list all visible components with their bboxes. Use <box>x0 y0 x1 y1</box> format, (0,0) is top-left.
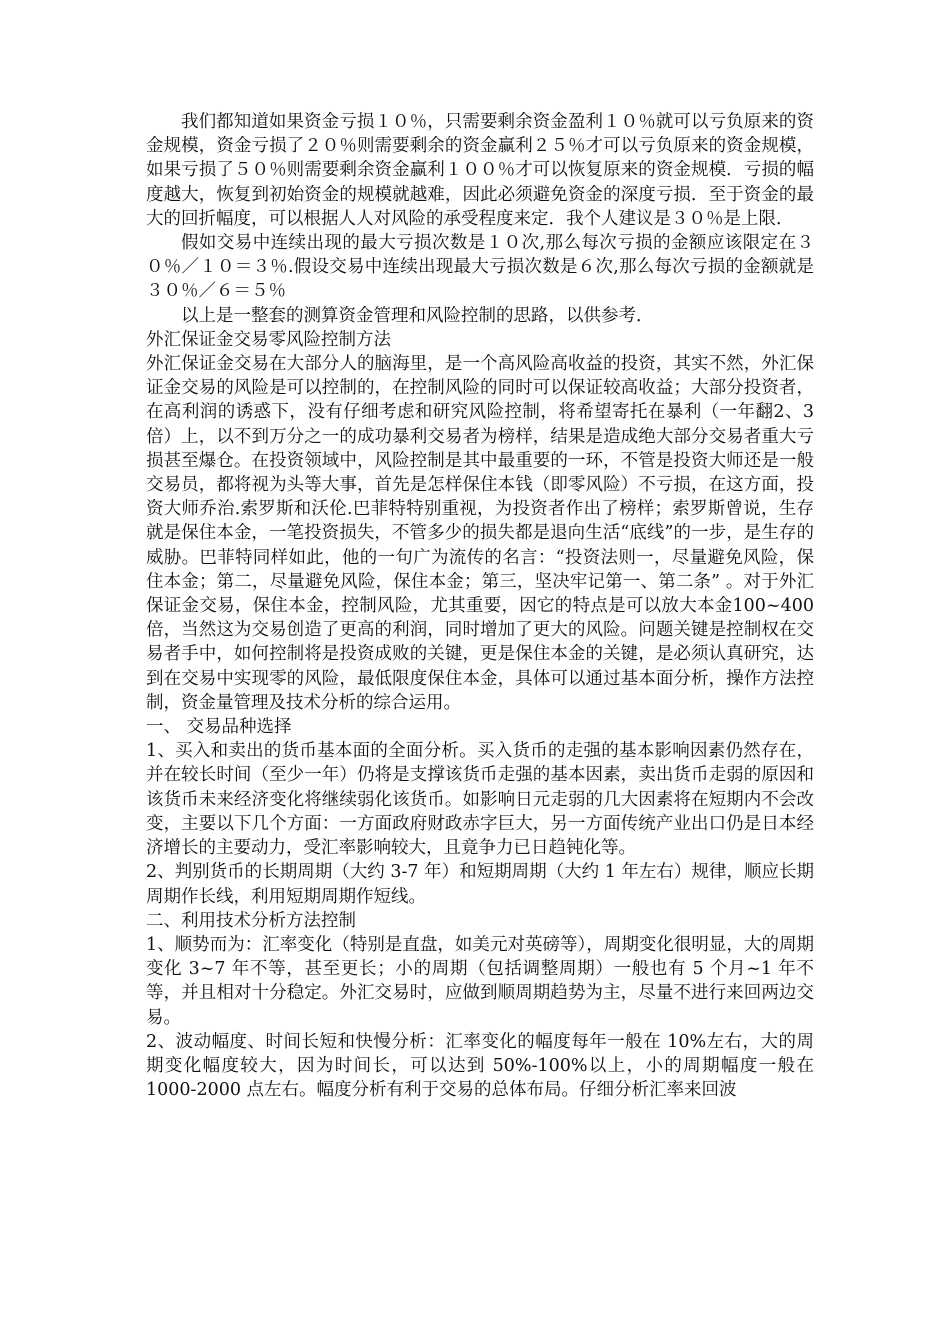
paragraph-follow-trend: 1、顺势而为：汇率变化（特别是直盘，如美元对英磅等），周期变化很明显，大的周期变化 3~7 年不等，甚至更长；小的周期（包括调整周期）一般也有 5 个月~1 年不等，并且相对十分稳定。外汇交易时，应做到顺周期趋势为主，尽量不进行来回两边交易。 <box>146 934 814 1028</box>
paragraph-currency-cycles: 2、判别货币的长期周期（大约 3-7 年）和短期周期（大约 1 年左右）规律，顺应长期周期作长线，利用短期周期作短线。 <box>146 862 814 907</box>
paragraph-capital-loss-recovery: 我们都知道如果资金亏损１０％，只需要剩余资金盈利１０％就可以亏负原来的资金规模，资金亏损了２０％则需要剩余的资金赢利２５％才可以亏负原来的资金规模，如果亏损了５０％则需要剩余资金赢利１００％才可以恢复原来的资金规模．亏损的幅度越大，恢复到初始资金的规模就越难，因此必须避免资金的深度亏损．至于资金的最大的回折幅度，可以根据人人对风险的承受程度来定．我个人建议是３０％是上限． <box>146 112 814 229</box>
section-title: 外汇保证金交易零风险控制方法 <box>146 329 391 350</box>
paragraph-amplitude-analysis: 2、波动幅度、时间长短和快慢分析：汇率变化的幅度每年一般在 10%左右，大的周期变化幅度较大，因为时间长，可以达到 50%-100%以上，小的周期幅度一般在 1000-2000 点左右。幅度分析有利于交易的总体布局。仔细分析汇率来回波 <box>146 1031 814 1101</box>
document-page <box>146 110 814 1102</box>
heading-technical-analysis: 二、利用技术分析方法控制 <box>146 910 356 931</box>
paragraph-summary: 以上是一整套的测算资金管理和风险控制的思路，以供参考． <box>181 305 654 326</box>
heading-product-selection: 一、 交易品种选择 <box>146 717 292 738</box>
paragraph-fundamental-analysis: 1、买入和卖出的货币基本面的全面分析。买入货币的走强的基本影响因素仍然存在，并在较长时间（至少一年）仍将是支撑该货币走强的基本因素，卖出货币走弱的原因和该货币未来经济变化将继续弱化该货币。如影响日元走弱的几大因素将在短期内不会改变，主要以下几个方面：一方面政府财政赤字巨大，另一方面传统产业出口仍是日本经济增长的主要动力，受汇率影响较大，且竟争力已日趋钝化等。 <box>146 741 814 859</box>
paragraph-max-loss-count: 假如交易中连续出现的最大亏损次数是１０次,那么每次亏损的金额应该限定在３０％／１０＝３％.假设交易中连续出现最大亏损次数是６次,那么每次亏损的金额就是３０％／６＝５％ <box>146 233 814 302</box>
paragraph-zero-risk-intro: 外汇保证金交易在大部分人的脑海里，是一个高风险高收益的投资，其实不然，外汇保证金交易的风险是可以控制的，在控制风险的同时可以保证较高收益；大部分投资者，在高利润的诱惑下，没有仔细考虑和研究风险控制，将希望寄托在暴利（一年翻2、3倍）上，以不到万分之一的成功暴利交易者为榜样，结果是造成绝大部分交易者重大亏损甚至爆仓。在投资领域中，风险控制是其中最重要的一环，不管是投资大师还是一般交易员，都将视为头等大事，首先是怎样保住本钱（即零风险）不亏损，在这方面，投资大师乔治.索罗斯和沃伦.巴菲特特别重视，为投资者作出了榜样；索罗斯曾说，生存就是保住本金，一笔投资损失，不管多少的损失都是退向生活“底线”的一步，是生存的威胁。巴菲特同样如此，他的一句广为流传的名言：“投资法则一，尽量避免风险，保住本金；第二，尽量避免风险，保住本金；第三，坚决牢记第一、第二条” 。对于外汇保证金交易，保住本金，控制风险，尤其重要，因它的特点是可以放大本金100~400倍，当然这为交易创造了更高的利润，同时增加了更大的风险。问题关键是控制权在交易者手中，如何控制将是投资成败的关键，更是保住本金的关键，是必须认真研究，达到在交易中实现零的风险，最低限度保住本金，具体可以通过基本面分析，操作方法控制，资金量管理及技术分析的综合运用。 <box>146 354 814 713</box>
